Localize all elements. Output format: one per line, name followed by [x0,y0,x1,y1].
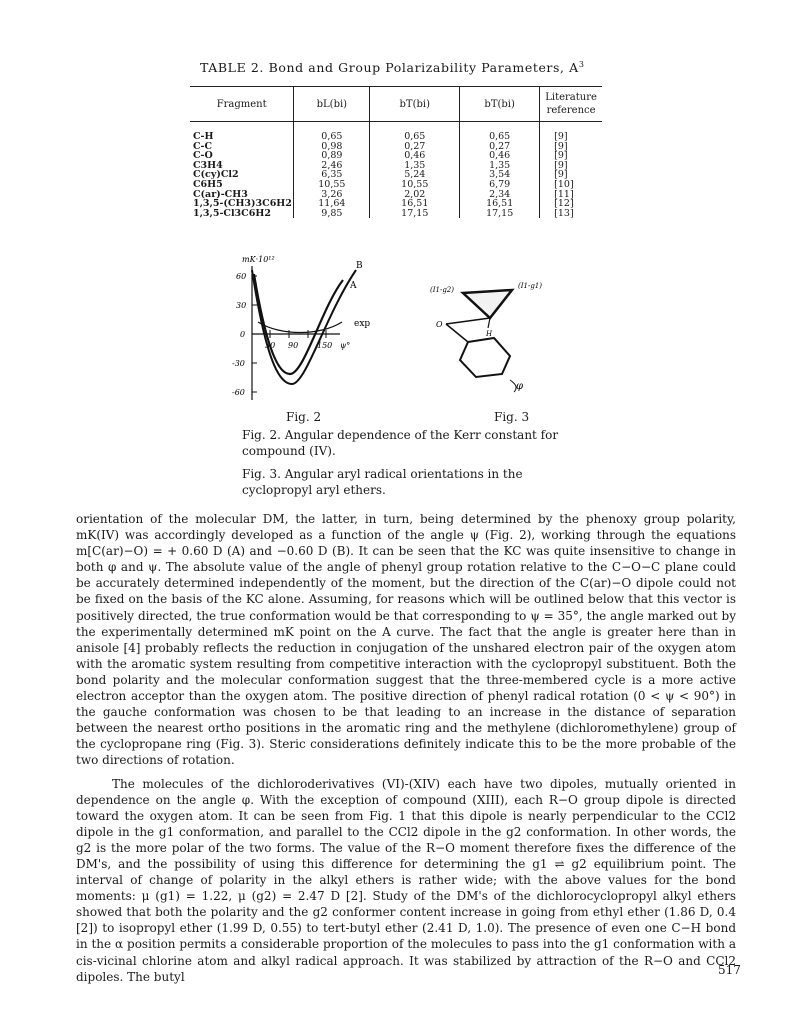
value-cell: 2,34 [460,190,540,200]
table-row [190,151,602,161]
header-fragment: Fragment [190,87,294,122]
value-cell: 0,65 [460,122,540,142]
value-cell: 6,79 [460,180,540,190]
aryl-ring [460,338,510,377]
header-bl: bL(bi) [294,87,370,122]
fig3-label-g2: (I1-g2) [430,286,454,294]
value-cell: 3,54 [460,170,540,180]
value-cell: 0,65 [370,122,460,142]
table-body [190,122,602,219]
x-tick-label: 150 [317,341,333,350]
bond-c-h [488,318,490,328]
fig3-label-h: H [486,330,493,338]
table-title-superscript: 3 [578,60,585,69]
table-row [190,170,602,180]
value-cell: 0,89 [294,151,370,161]
value-cell: 10,55 [370,180,460,190]
y-tick-label: -30 [232,359,245,368]
cyclopropane-ring [463,290,512,318]
value-cell: 0,46 [370,151,460,161]
value-cell: 2,02 [370,190,460,200]
value-cell: 1,35 [370,161,460,171]
reference-cell: [9] [540,142,602,152]
reference-cell: [9] [540,161,602,171]
value-cell: 0,98 [294,142,370,152]
reference-cell: [13] [540,209,602,219]
fragment-cell: 1,3,5-(CH3)3C6H2 [193,198,292,210]
value-cell: 16,51 [370,199,460,209]
bond-o-aryl [446,324,468,342]
fragment-cell: C(ar)-CH3 [193,188,248,200]
table-row [190,142,602,152]
polarizability-table [190,86,602,218]
fragment-cell: C(cy)Cl2 [193,169,239,181]
figure-3-diagram [428,278,558,393]
value-cell: 3,26 [294,190,370,200]
curve-label-a: A [350,281,357,291]
curve-exp [258,322,342,333]
table-title [200,60,585,75]
y-tick-label: 0 [240,330,246,339]
fragment-cell: C-O [193,150,213,162]
fragment-cell: 1,3,5-Cl3C6H2 [193,207,271,219]
paragraph: orientation of the molecular DM, the latter, in turn, being determined by the phenoxy group polarity, mK(IV) was accordingly developed as a function of the angle ψ (Fig. 2), working through the equations m[C(ar)−O) = + 0.60 D (A) and −0.60 D (B). It can be seen that the KC was quite insensitive to change in both φ and ψ. The absolute value of the angle of phenyl group rotation relative to the C−O−C plane could be accurately determined independently of the moment, but the direction of the C(ar)−O dipole could not be fixed on the basis of the KC alone. Assuming, for reasons which will be outlined below that this vector is positively directed, the true conformation would be that corresponding to ψ = 35°, the angle marked out by the experimentally determined mK point on the A curve. The fact that the angle is greater here than in anisole [4] probably reflects the reduction in conjugation of the unshared electron pair of the oxygen atom with the aromatic system resulting from competitive interaction with the cyclopropyl substituent. Both the bond polarity and the molecular conformation suggest that the three-membered cycle is a more active electron acceptor than the oxygen atom. The positive direction of phenyl radical rotation (0 < ψ < 90°) in the gauche conformation was chosen to be that leading to an increase in the distance of separation between the nearest ortho positions in the aromatic ring and the methylene (dichloromethylene) group of the cyclopropane ring (Fig. 3). Steric considerations definitely indicate this to be the more probable of the two directions of rotation. [76,512,736,768]
x-tick-label: ψ° [340,341,351,350]
fragment-cell: C6H5 [193,178,223,190]
x-tick-label: 30 [265,341,276,350]
fig3-label-g1: (I1-g1) [518,282,542,290]
value-cell: 16,51 [460,199,540,209]
value-cell: 9,85 [294,209,370,219]
header-bt-2: bT(bi) [460,87,540,122]
value-cell: 1,35 [460,161,540,171]
figure-3-caption: Fig. 3. Angular aryl radical orientations in the cyclopropyl aryl ethers. [242,467,523,497]
value-cell: 0,27 [460,142,540,152]
x-tick-label: 90 [288,341,299,350]
header-reference: Literature reference [540,87,602,122]
y-axis-label: mK·10¹² [242,255,275,264]
value-cell: 0,65 [294,122,370,142]
page-number: 517 [718,963,741,977]
table-header-row [190,87,602,122]
table-row [190,180,602,190]
table-row [190,161,602,171]
table-row [190,209,602,219]
reference-cell: [9] [540,151,602,161]
fragment-cell: C3H4 [193,159,223,171]
reference-cell: [9] [540,122,602,142]
table-title-text: TABLE 2. Bond and Group Polarizability Parameters, A [200,60,579,76]
reference-cell: [10] [540,180,602,190]
main-text [76,511,736,985]
curve-label-b: B [356,261,363,271]
bond-o-ring [446,318,490,324]
value-cell: 0,27 [370,142,460,152]
value-cell: 17,15 [460,209,540,219]
header-bt-1: bT(bi) [370,87,460,122]
fragment-cell: C-H [193,131,214,142]
value-cell: 11,64 [294,199,370,209]
y-tick-label: 30 [236,301,247,310]
value-cell: 2,46 [294,161,370,171]
value-cell: 5,24 [370,170,460,180]
fig3-label-o: O [436,320,443,329]
table-row [190,122,602,142]
value-cell: 17,15 [370,209,460,219]
curve-label-exp: exp [354,319,371,329]
figure-2-plot [222,252,392,407]
fragment-cell: C-C [193,140,213,152]
value-cell: 0,46 [460,151,540,161]
figure-2-caption: Fig. 2. Angular dependence of the Kerr constant for compound (IV). [242,428,559,458]
reference-cell: [11] [540,190,602,200]
fig3-label-phi: φ [516,381,524,392]
figure-3-label: Fig. 3 [494,410,530,424]
figure-2-label: Fig. 2 [286,410,322,424]
value-cell: 6,35 [294,170,370,180]
y-tick-label: 60 [236,272,247,281]
reference-cell: [9] [540,170,602,180]
y-tick-label: -60 [232,388,245,397]
value-cell: 10,55 [294,180,370,190]
paragraph: The molecules of the dichloroderivatives (VI)-(XIV) each have two dipoles, mutually oriented in dependence on the angle φ. With the exception of compound (XIII), each R−O group dipole is directed toward the oxygen atom. It can be seen from Fig. 1 that this dipole is nearly perpendicular to the CCl2 dipole in the g1 conformation, and parallel to the CCl2 dipole in the g2 conformation. In other words, the g2 is the more polar of the two forms. The value of the R−O moment therefore fixes the difference of the DM's, and the possibility of using this difference for determining the g1 ⇌ g2 equilibrium point. The interval of change of polarity in the alkyl ethers is rather wide; with the above values for the bond moments: μ (g1) = 1.22, μ (g2) = 2.47 D [2]. Study of the DM's of the dichlorocyclopropyl alkyl ethers showed that both the polarity and the g2 conformer content increase in going from ethyl ether (1.86 D, 0.4 [2]) to isopropyl ether (1.99 D, 0.55) to tert-butyl ether (2.41 D, 1.0). The presence of even one C−H bond in the α position permits a considerable proportion of the molecules to pass into the g1 conformation with a cis-vicinal chlorine atom and alkyl radical approach. It was stabilized by attraction of the R−O and CCl2 dipoles. The butyl [76,776,736,984]
x-ticks [265,330,350,350]
reference-cell: [12] [540,199,602,209]
curve-a [254,274,343,374]
